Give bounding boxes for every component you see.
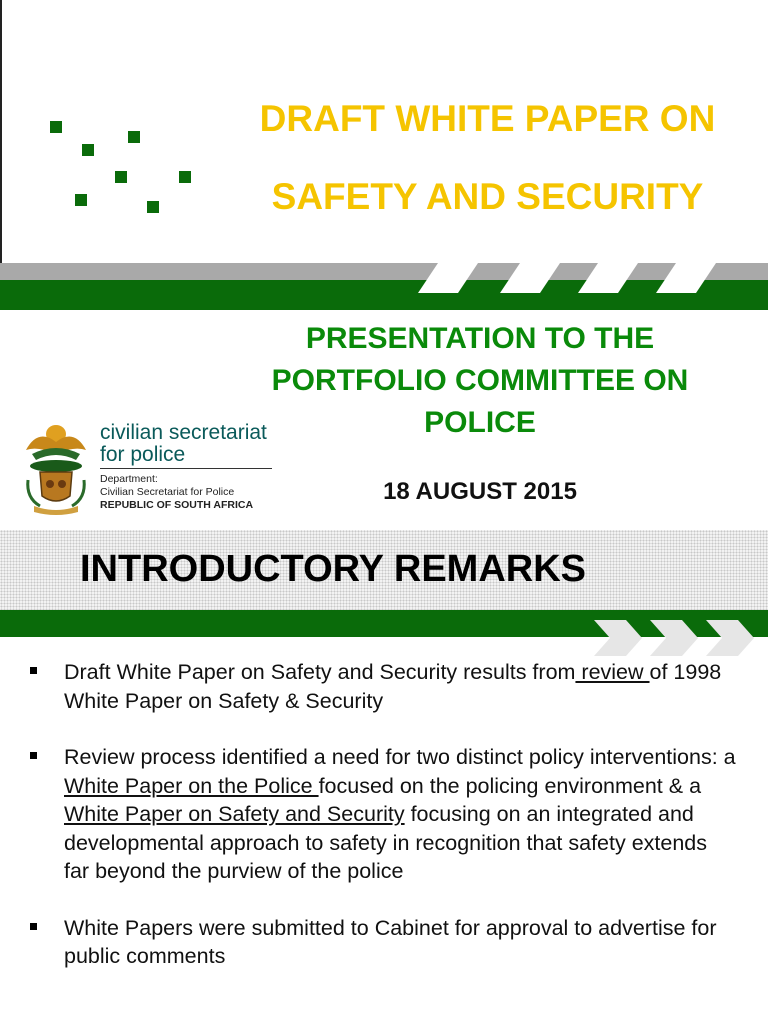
decor-square: [179, 171, 191, 183]
bullet-text: focusing on an integrated and developmental approach to safety in recognition that safety extends far beyond the purview of the police: [64, 802, 708, 883]
bullet-list: [0, 658, 768, 999]
bullet-square-icon: [30, 752, 37, 759]
bullet-text: White Papers were submitted to Cabinet for approval to advertise for public comments: [64, 915, 717, 968]
slide-title-line: SAFETY AND SECURITY: [271, 176, 704, 217]
slide-title: [215, 80, 760, 236]
decor-square: [82, 144, 94, 156]
chevron-stripes: [0, 263, 768, 310]
logo-wordmark-line: civilian secretariat: [100, 421, 267, 444]
subtitle-line: PRESENTATION TO THE: [305, 322, 655, 355]
slide-heading: INTRODUCTORY REMARKS: [80, 548, 586, 590]
logo-divider: [100, 468, 272, 469]
decor-square: [50, 121, 62, 133]
decor-square: [147, 201, 159, 213]
slide-edge-line: [0, 0, 2, 265]
slide-title-line: DRAFT WHITE PAPER ON: [259, 98, 716, 139]
subtitle-line: PORTFOLIO COMMITTEE ON: [271, 364, 689, 397]
bullet-text: Draft White Paper on Safety and Security results from: [64, 660, 576, 684]
decor-square: [115, 171, 127, 183]
logo-dept-line: Department:: [100, 473, 158, 485]
coat-of-arms-icon: [18, 420, 94, 516]
bullet-item: [0, 914, 768, 971]
bullet-square-icon: [30, 667, 37, 674]
logo-wordmark-line: for police: [100, 443, 186, 466]
bullet-item: [0, 658, 768, 715]
presentation-date: 18 AUGUST 2015: [383, 478, 577, 505]
bullet-square-icon: [30, 923, 37, 930]
decor-square: [75, 194, 87, 206]
intro-slide: [0, 530, 768, 1024]
bullet-text: Review process identified a need for two distinct policy interventions: a: [64, 745, 736, 769]
underlined-term: review: [575, 660, 650, 684]
bullet-item: [0, 743, 768, 886]
bullet-text: of 1998 White Paper on Safety & Security: [64, 660, 722, 713]
underlined-term: White Paper on Safety and Security: [64, 802, 405, 826]
subtitle-line: POLICE: [424, 406, 536, 439]
logo-dept-line: Civilian Secretariat for Police: [100, 486, 235, 498]
underlined-term: White Paper on the Police: [64, 773, 319, 798]
logo-wordmark: [100, 422, 267, 466]
decor-square: [128, 131, 140, 143]
presentation-subtitle: [215, 318, 745, 444]
logo-dept-line: REPUBLIC OF SOUTH AFRICA: [100, 499, 254, 511]
chevron-arrows: [590, 618, 760, 659]
bullet-text: focused on the policing environment & a: [318, 773, 702, 798]
logo-department-text: [100, 473, 253, 512]
